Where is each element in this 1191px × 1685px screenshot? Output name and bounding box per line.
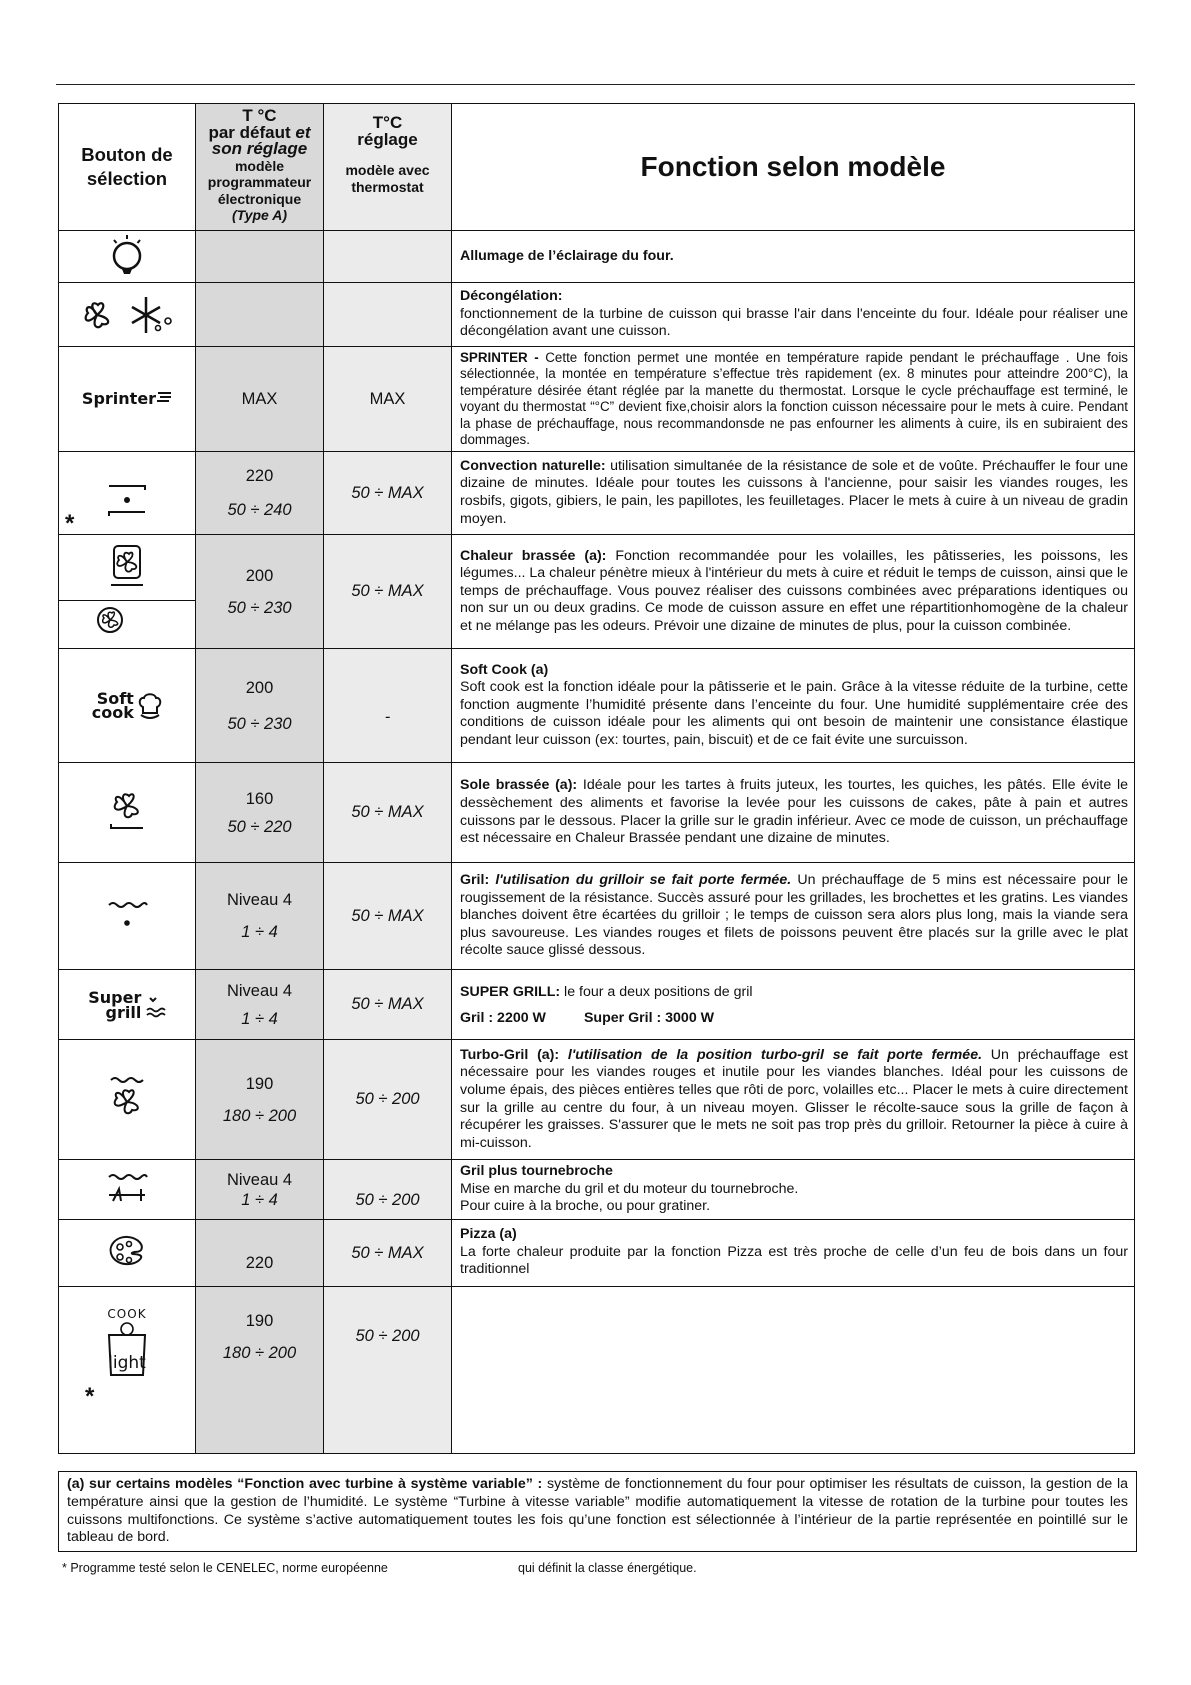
cooklight-icon-l1: COOK (107, 1307, 147, 1321)
cell-icon (59, 1160, 196, 1220)
desc-eclairage: Allumage de l’éclairage du four. (460, 247, 674, 264)
row-sprinter (59, 347, 1135, 452)
cell-t-thermo (324, 347, 452, 452)
header-modele-avec: modèle avec (345, 162, 430, 178)
t-default-value: Niveau 4 (226, 981, 293, 1000)
header-temp-default (196, 104, 324, 231)
row-tournebroche (59, 1160, 1135, 1220)
cell-desc (452, 863, 1135, 970)
desc-title-turbogril: Turbo-Gril (a): (460, 1046, 560, 1063)
t-thermo-value: 50 ÷ MAX (351, 1243, 424, 1262)
cell-t-default (196, 231, 324, 283)
desc-sprinter: Cette fonction permet une montée en température rapide pendant le préchauffage . Une fois sélectionnée, la montée en température s’effectue très rapidement (ex. 8 minutes pour atteindre 200°C), la température désirée étant réglée par la manette du thermostat. Lorsque le cycle préchauffage est terminé, le voyant du thermostat “°C” devient fixe,choisir alors la fonction cuisson nécessaire pour le mets à cuire. Pendant la phase de préchauffage, nous recommandonsde ne pas enfourner les aliments à cuire, ils en subiraient des dommages. (460, 349, 1128, 447)
t-default-value: 160 (245, 789, 274, 808)
footnote-turbine (58, 1471, 1137, 1552)
cell-t-default (196, 452, 324, 535)
double-grill-icon (146, 990, 166, 1020)
cell-t-thermo (324, 231, 452, 283)
cell-icon (59, 283, 196, 347)
t-default-value: 190 (245, 1312, 274, 1330)
cell-t-default (196, 1287, 324, 1454)
cell-icon (59, 970, 196, 1040)
cell-desc (452, 1220, 1135, 1287)
cell-t-default (196, 1220, 324, 1287)
cell-icon (59, 1220, 196, 1287)
desc-gril: Un préchauffage de 5 mins est nécessaire pour le rougissement de la résistance. Succès assuré pour les grillades, les brochettes et les gratins. Les viandes blanches doivent être écartées du grilloir ; le temps de cuisson sera alors plus long, mais la viande sera plus savoureuse. Les viandes rouges et filets de poissons peuvent être placés sur la grille avec le plat récolte sauce glissé dessous. (460, 872, 1128, 959)
cell-desc (452, 535, 1135, 649)
t-range-value: 1 ÷ 4 (241, 1009, 278, 1028)
cell-icon (59, 863, 196, 970)
header-tc: T °C (242, 106, 277, 125)
row-chaleur (59, 535, 1135, 649)
cell-t-thermo (324, 452, 452, 535)
t-thermo-value: 50 ÷ MAX (351, 582, 424, 600)
cell-t-thermo (324, 283, 452, 347)
desc-title-convection: Convection naturelle: (460, 457, 606, 474)
cell-desc (452, 283, 1135, 347)
cell-t-thermo (324, 535, 452, 649)
row-pizza (59, 1220, 1135, 1287)
desc-title-decongelation: Décongélation: (460, 288, 563, 305)
supergrill-icon-l1: Super (88, 987, 142, 1007)
desc-title-chaleur: Chaleur brassée (a): (460, 547, 607, 564)
cooklight-icon (97, 1307, 157, 1382)
desc-bi-turbogril: l'utilisation de la position turbo-gril se fait porte fermée. (559, 1046, 983, 1063)
cenelec-note-2: qui définit la classe énergétique. (518, 1561, 697, 1575)
cell-desc (452, 1160, 1135, 1220)
sprinter-icon: Sprinter (81, 389, 157, 408)
cell-icon (59, 347, 196, 452)
t-thermo-value: 50 ÷ 200 (355, 1327, 420, 1345)
row-eclairage (59, 231, 1135, 283)
power-super-gril: Super Gril : 3000 W (583, 1009, 715, 1026)
cell-t-default (196, 535, 324, 649)
cenelec-star: * (65, 509, 75, 537)
fan-icon (80, 298, 114, 332)
row-cooklight (59, 1287, 1135, 1454)
footnote-text: système de fonctionnement du four pour optimiser les résultats de cuisson, la gestion de la température ainsi que la gestion de l’humidité. Le système “Turbine à vitesse variable” modifie automatiquement la vitesse de rotation de la turbine pour toutes les cuissons multifonctions. Ce système s’active automatiquement toutes les fois qu’une fonction est sélectionnée à l’intérieur de la partie représentée en pointillé sur le tableau de bord. (67, 1476, 1128, 1546)
cell-t-default (196, 347, 324, 452)
header-temp-thermo (324, 104, 452, 231)
header-electronique: électronique (217, 190, 302, 207)
header-tc2: T°C (372, 113, 403, 132)
desc-title-softcook: Soft Cook (a) (460, 661, 549, 678)
header-modele: modèle (234, 157, 284, 174)
supergrill-icon-l2: grill (105, 1002, 142, 1022)
softcook-icon-l1: Soft (96, 688, 134, 708)
cell-t-default (196, 1040, 324, 1160)
cell-t-thermo (324, 970, 452, 1040)
header-row (59, 104, 1135, 231)
t-default-value: 200 (245, 566, 274, 585)
cell-desc (452, 1287, 1135, 1454)
footnote-title: (a) sur certains modèles “Fonction avec turbine à système variable” : (67, 1476, 543, 1492)
cenelec-note-1: * Programme testé selon le CENELEC, norme européenne (62, 1561, 388, 1575)
cell-desc (452, 452, 1135, 535)
desc-chaleur: Fonction recommandée pour les volailles, les pâtisseries, les poissons, les légumes... La chaleur pénètre mieux à l'intérieur du mets à cuire et réduit le temps de cuisson, ainsi que le temps de préchauffage. Vous pouvez réaliser des cuissons combinées avec préparations identiques ou non sur un ou deux gradins. Ce mode de cuisson assure en effet une répartitionhomogène de la chaleur et ne mélange pas les odeurs. Prévoir une dizaine de minutes de plus, pour la cuisson combinée. (460, 547, 1128, 634)
cell-t-thermo (324, 649, 452, 763)
t-thermo-value: 50 ÷ MAX (351, 995, 424, 1013)
row-turbogril (59, 1040, 1135, 1160)
t-range-value: 50 ÷ 220 (227, 817, 292, 836)
desc-convection: utilisation simultanée de la résistance de sole et de voûte. Préchauffer le four une dizaine de minutes. Idéale pour toutes les cuissons à l'ancienne, pour saisir les viandes rouges, les rosbifs, gigots, gibiers, le pain, les papillotes, les feuilletages. Placer le mets à cuire à un niveau de gradin moyen. (460, 457, 1128, 527)
t-range-value: 1 ÷ 4 (241, 1190, 278, 1209)
cell-icon (59, 535, 196, 649)
cell-desc (452, 970, 1135, 1040)
cell-t-default (196, 283, 324, 347)
defrost-icon (128, 295, 174, 335)
t-range-value: 180 ÷ 200 (222, 1344, 297, 1362)
functions-table (58, 103, 1135, 1454)
cooklight-icon-l2: light (108, 1353, 146, 1373)
desc-sole: Idéale pour les tartes à fruits juteux, les tourtes, les quiches, les pâtés. Elle évite le dessèchement des aliments et favorise la levée pour les cuissons de cakes, pâte à pain et autres cuissons par le dessous. Placer la grille sur le gradin inférieur. Avec ce mode de cuisson, un préchauffage est nécessaire en Chaleur Brassée pendant une dizaine de minutes. (460, 777, 1128, 847)
cell-t-default (196, 649, 324, 763)
row-convection (59, 452, 1135, 535)
row-gril (59, 863, 1135, 970)
t-thermo-value: 50 ÷ 200 (355, 1191, 420, 1209)
header-programmateur: programmateur (207, 174, 312, 190)
cenelec-star: * (85, 1383, 95, 1410)
t-range-value: 50 ÷ 230 (227, 714, 292, 733)
bottom-fan-icon (105, 786, 149, 834)
header-fonction (452, 104, 1135, 231)
t-thermo-value: 50 ÷ MAX (351, 906, 424, 925)
cell-t-default (196, 970, 324, 1040)
desc-title-gril: Gril: (460, 872, 496, 889)
sprinter-lines-icon (156, 390, 172, 404)
pizza-icon (108, 1234, 146, 1268)
t-range-value: 180 ÷ 200 (222, 1106, 297, 1125)
cell-desc (452, 347, 1135, 452)
t-default-value: MAX (241, 389, 278, 408)
desc-title-tournebroche: Gril plus tournebroche (460, 1163, 613, 1180)
cell-desc (452, 1040, 1135, 1160)
fan-ring-icon (107, 543, 147, 591)
t-range-value: 1 ÷ 4 (241, 923, 278, 941)
header-reglage: réglage (357, 130, 418, 149)
t-thermo-value: 50 ÷ 200 (355, 1090, 420, 1108)
t-default-value: 190 (245, 1074, 274, 1093)
header-et: et (295, 122, 311, 142)
cell-icon (59, 649, 196, 763)
t-thermo-value: - (384, 708, 391, 726)
desc-tournebroche-l1: Mise en marche du gril et du moteur du tournebroche. (460, 1180, 799, 1197)
t-thermo-value: MAX (369, 389, 406, 408)
header-fonction-label: Fonction selon modèle (640, 151, 946, 182)
t-thermo-value: 50 ÷ MAX (351, 803, 424, 821)
t-thermo-value: 50 ÷ MAX (351, 483, 424, 502)
turbo-grill-icon (105, 1074, 149, 1120)
t-range-value: 50 ÷ 240 (227, 501, 292, 519)
cell-t-thermo (324, 1040, 452, 1160)
top-rule (56, 84, 1135, 85)
desc-title-supergrill: SUPER GRILL: (460, 983, 561, 1000)
cell-t-default (196, 1160, 324, 1220)
header-son-reglage: son réglage (211, 139, 308, 158)
row-decongelation (59, 283, 1135, 347)
softcook-icon (91, 688, 134, 722)
t-range-value: 50 ÷ 230 (227, 598, 292, 617)
chef-hat-icon (138, 691, 162, 721)
cell-icon (59, 452, 196, 535)
cell-t-thermo (324, 1287, 452, 1454)
top-bottom-heat-icon (105, 478, 149, 522)
header-thermostat: thermostat (351, 179, 424, 195)
row-supergrill (59, 970, 1135, 1040)
row-sole (59, 763, 1135, 863)
cell-t-default (196, 763, 324, 863)
cell-t-thermo (324, 763, 452, 863)
t-default-value: Niveau 4 (226, 891, 293, 909)
cell-desc (452, 763, 1135, 863)
softcook-icon-l2: cook (91, 702, 134, 722)
t-default-value: 220 (245, 467, 274, 485)
desc-bi-gril: l'utilisation du grilloir se fait porte fermée. (495, 872, 792, 889)
cell-icon (59, 1040, 196, 1160)
t-default-value: 200 (245, 678, 274, 697)
desc-title-sole: Sole brassée (a): (460, 777, 578, 794)
desc-title-sprinter: SPRINTER - (460, 349, 546, 365)
header-bouton (59, 104, 196, 231)
cell-t-thermo (324, 1160, 452, 1220)
supergrill-icon (88, 987, 142, 1022)
t-default-value: Niveau 4 (226, 1170, 293, 1189)
desc-pizza: La forte chaleur produite par la fonction Pizza est très proche de celle d’un feu de bois dans un four traditionnel (460, 1243, 1128, 1278)
desc-title-pizza: Pizza (a) (460, 1226, 517, 1242)
cell-desc (452, 231, 1135, 283)
header-par-defaut: par défaut (208, 122, 291, 142)
t-default-value: 220 (245, 1253, 274, 1272)
header-bouton-label: Bouton de sélection (81, 144, 173, 189)
power-gril: Gril : 2200 W (460, 1009, 546, 1026)
cell-icon (59, 763, 196, 863)
row-softcook (59, 649, 1135, 763)
cell-desc (452, 649, 1135, 763)
fan-circle-icon (95, 605, 125, 635)
rotisserie-icon (105, 1169, 149, 1205)
desc-softcook: Soft cook est la fonction idéale pour la pâtisserie et le pain. Grâce à la vitesse réduite de la turbine, cette fonction augmente l’humidité présente dans l’enceinte du four. Une humidité supplémentaire crée des conditions de cuisson idéale pour les aliments qui ont besoin de maintenir une consistance élastique pendant leur cuisson (ex: tourtes, pain, biscuit) et de ce fait évite une surcuisson. (460, 679, 1128, 748)
header-type-a: (Type A) (232, 207, 287, 223)
desc-supergrill: le four a deux positions de gril (560, 983, 753, 1000)
cell-t-thermo (324, 1220, 452, 1287)
desc-tournebroche-l2: Pour cuire à la broche, ou pour gratiner. (460, 1198, 711, 1215)
cell-t-default (196, 863, 324, 970)
cell-icon (59, 1287, 196, 1454)
cell-t-thermo (324, 863, 452, 970)
cell-icon (59, 231, 196, 283)
desc-turbogril: Un préchauffage est nécessaire pour les viandes rouges et inutile pour les viandes blanches. Idéal pour les cuissons de volume épais, des pièces entières telles que rôti de porc, volailles etc... Placer le mets à cuire directement sur la grille au centre du four, à un niveau moyen. Glisser le récolte-sauce sous la grille de façon à récupérer les graisses. S'assurer que le mets ne soit pas trop près du grilloir. Retourner la pièce à cuire à mi-cuisson. (460, 1046, 1128, 1151)
grill-icon (105, 897, 149, 931)
lamp-icon (107, 232, 147, 276)
desc-decongelation: fonctionnement de la turbine de cuisson qui brasse l'air dans l'enceinte du four. Idéale pour réaliser une décongélation avant une cuisson. (460, 305, 1128, 340)
